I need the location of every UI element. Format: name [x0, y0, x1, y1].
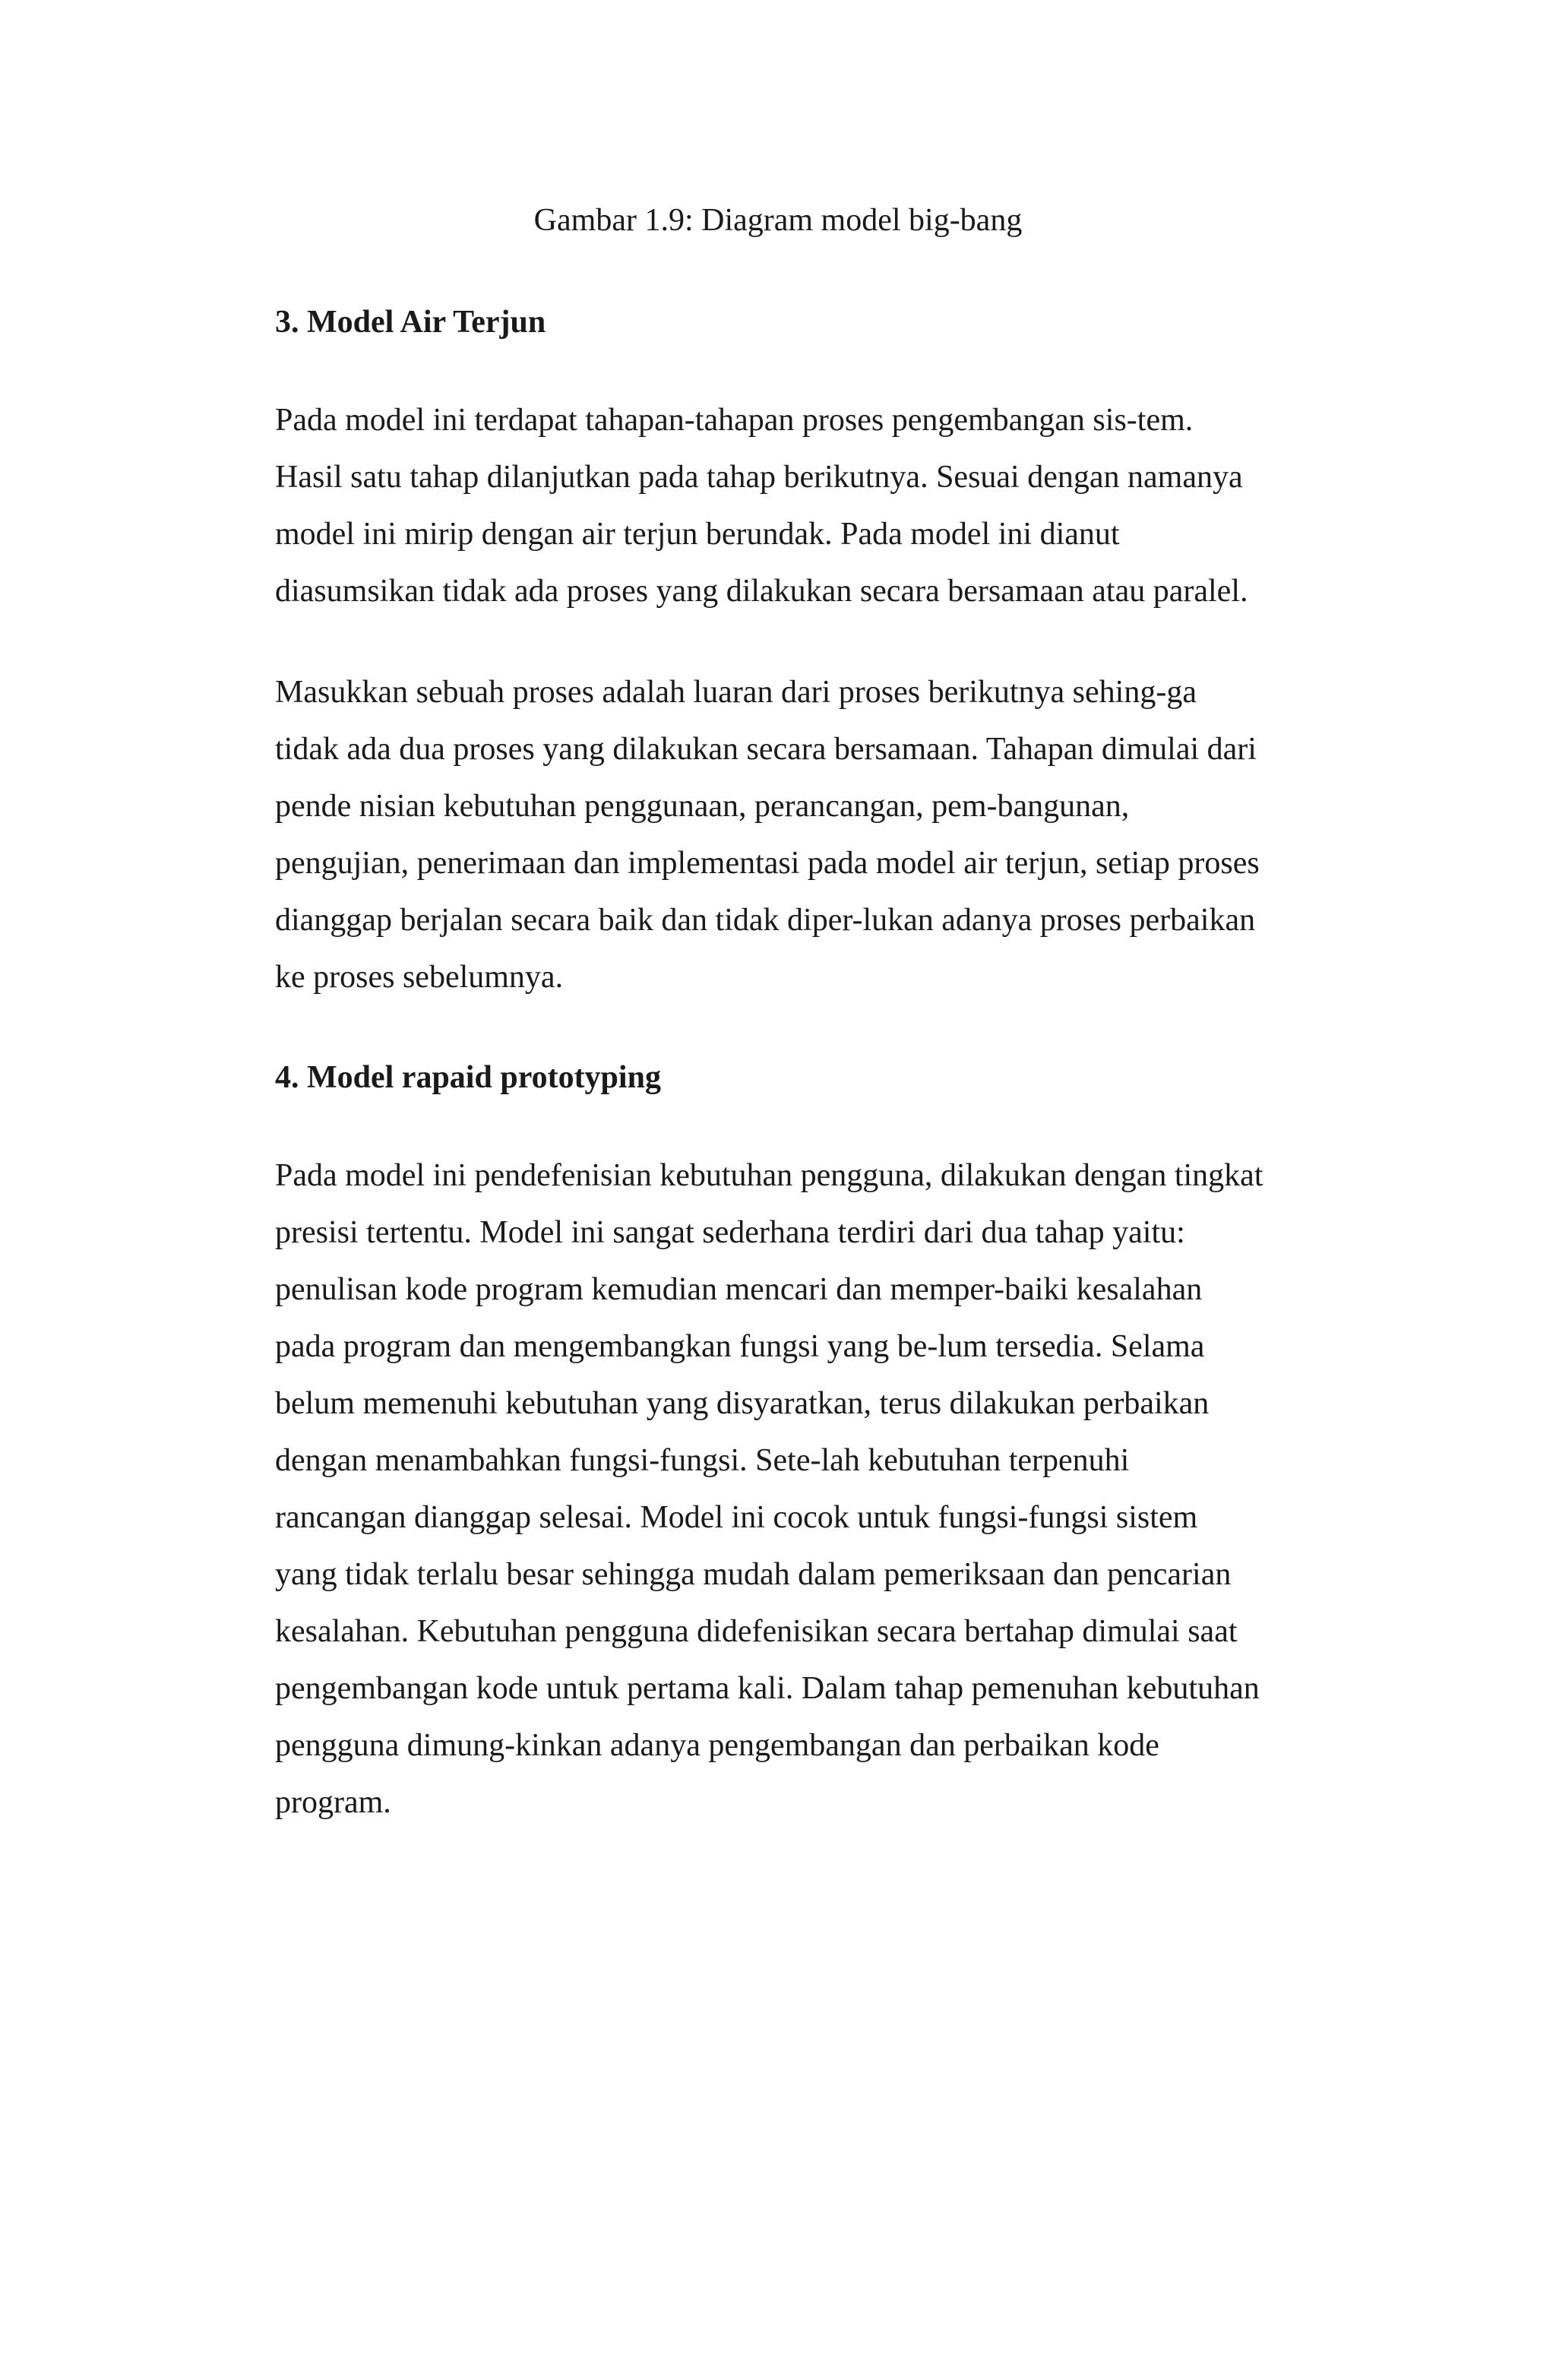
paragraph-air-terjun-intro	[275, 392, 1339, 620]
text-line: model ini mirip dengan air terjun berundak. Pada model ini dianut	[275, 517, 1120, 552]
text-line: ke proses sebelumnya.	[275, 960, 564, 995]
text-line: Masukkan sebuah proses adalah luaran dari proses berikutnya sehing-ga	[275, 675, 1197, 710]
text-line: belum memenuhi kebutuhan yang disyaratkan, terus dilakukan perbaikan	[275, 1386, 1210, 1421]
text-line: pengguna dimung-kinkan adanya pengembangan dan perbaikan kode	[275, 1728, 1159, 1763]
text-line: program.	[275, 1785, 391, 1820]
text-line: yang tidak terlalu besar sehingga mudah dalam pemeriksaan dan pencarian	[275, 1557, 1232, 1592]
text-line: dengan menambahkan fungsi-fungsi. Sete-lah kebutuhan terpenuhi	[275, 1443, 1130, 1478]
text-line: pengujian, penerimaan dan implementasi pada model air terjun, setiap proses	[275, 846, 1260, 881]
figure-caption: Gambar 1.9: Diagram model big-bang	[533, 203, 1023, 238]
text-line: rancangan dianggap selesai. Model ini cocok untuk fungsi-fungsi sistem	[275, 1500, 1198, 1535]
text-line: Hasil satu tahap dilanjutkan pada tahap berikutnya. Sesuai dengan namanya	[275, 460, 1243, 495]
text-line: penulisan kode program kemudian mencari dan memper-baiki kesalahan	[275, 1272, 1203, 1307]
text-line: dianggap berjalan secara baik dan tidak diper-lukan adanya proses perbaikan	[275, 903, 1256, 938]
section-heading-model-rapaid-prototyping: 4. Model rapaid prototyping	[275, 1060, 661, 1095]
text-line: diasumsikan tidak ada proses yang dilakukan secara bersamaan atau paralel.	[275, 574, 1248, 609]
text-line: presisi tertentu. Model ini sangat sederhana terdiri dari dua tahap yaitu:	[275, 1215, 1185, 1250]
text-line: pengembangan kode untuk pertama kali. Dalam tahap pemenuhan kebutuhan	[275, 1671, 1260, 1706]
text-line: tidak ada dua proses yang dilakukan secara bersamaan. Tahapan dimulai dari	[275, 732, 1257, 767]
paragraph-prototyping	[275, 1147, 1339, 1831]
text-line: pende nisian kebutuhan penggunaan, perancangan, pem-bangunan,	[275, 789, 1130, 824]
section-heading-model-air-terjun: 3. Model Air Terjun	[275, 305, 546, 340]
paragraph-air-terjun-detail	[275, 664, 1339, 1006]
text-line: pada program dan mengembangkan fungsi yang be-lum tersedia. Selama	[275, 1329, 1205, 1364]
text-line: kesalahan. Kebutuhan pengguna didefenisikan secara bertahap dimulai saat	[275, 1614, 1238, 1649]
text-line: Pada model ini terdapat tahapan-tahapan proses pengembangan sis-tem.	[275, 403, 1194, 438]
text-line: Pada model ini pendefenisian kebutuhan pengguna, dilakukan dengan tingkat	[275, 1158, 1263, 1193]
